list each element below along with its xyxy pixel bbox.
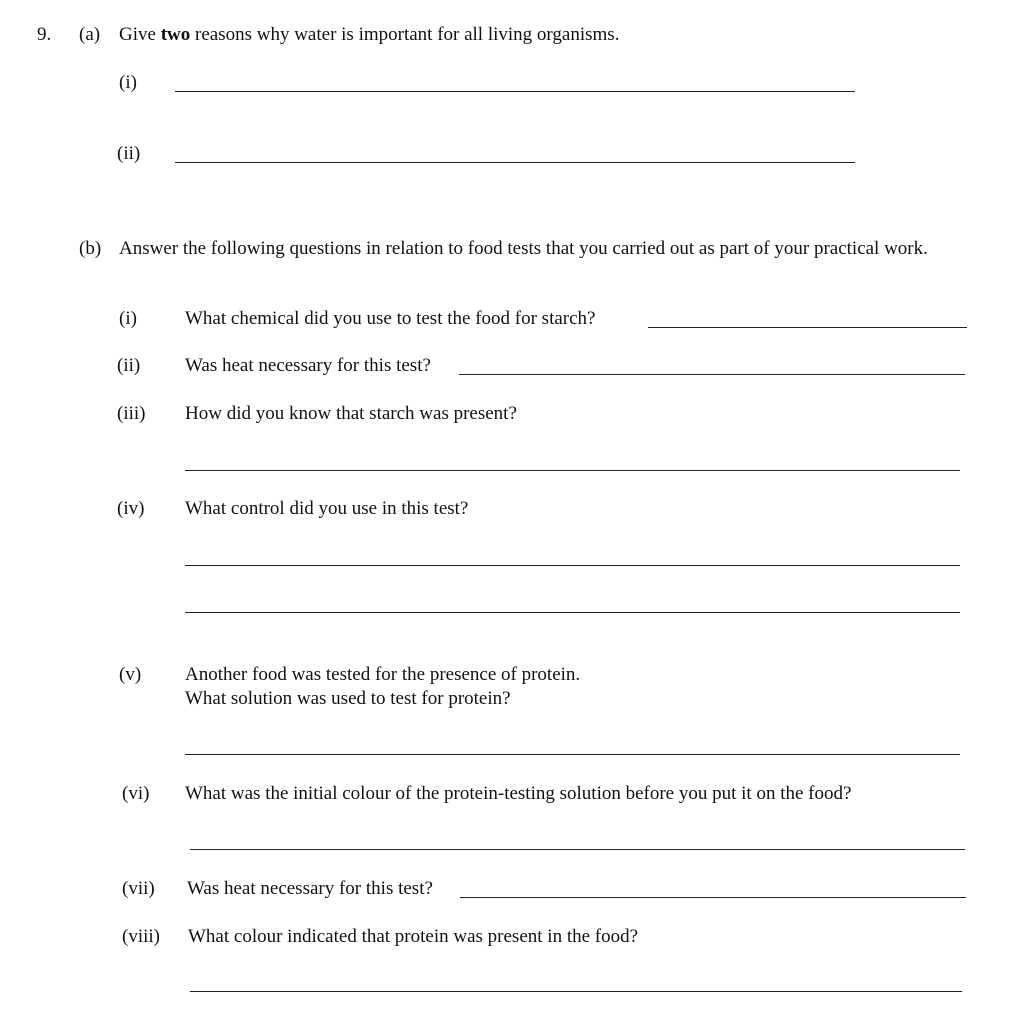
part-a-item-label: (i): [119, 72, 137, 93]
question-text: What colour indicated that protein was present in the food?: [188, 926, 639, 947]
answer-line-b-i[interactable]: [648, 327, 967, 328]
answer-line-b-v[interactable]: [185, 754, 960, 755]
part-a-label: (a): [79, 24, 101, 45]
question-text-line1: Another food was tested for the presence of protein.: [185, 664, 581, 685]
question-label: (i): [119, 308, 137, 329]
part-a-prompt-after: reasons why water is important for all living organisms.: [190, 24, 620, 45]
question-text: Was heat necessary for this test?: [185, 355, 431, 376]
question-text: How did you know that starch was present?: [185, 403, 517, 424]
question-text: What was the initial colour of the protein-testing solution before you put it on the food?: [185, 783, 852, 804]
answer-line-b-iii[interactable]: [185, 470, 960, 471]
part-a-prompt: [119, 25, 619, 44]
part-a-item-label: (ii): [117, 143, 141, 164]
question-label: (iii): [117, 403, 146, 424]
answer-line-b-ii[interactable]: [459, 374, 965, 375]
question-label: (v): [119, 664, 142, 685]
question-text: What chemical did you use to test the food for starch?: [185, 308, 596, 329]
question-label: (iv): [117, 498, 145, 519]
answer-line-b-vii[interactable]: [460, 897, 966, 898]
part-a-prompt-bold: two: [160, 24, 191, 45]
question-label: (viii): [122, 926, 160, 947]
question-label: (ii): [117, 355, 141, 376]
part-a-prompt-before: Give: [119, 24, 161, 45]
question-number: 9.: [37, 24, 52, 45]
question-text: Was heat necessary for this test?: [187, 878, 433, 899]
question-label: (vi): [122, 783, 150, 804]
part-b-label: (b): [79, 238, 102, 259]
question-text-line2: What solution was used to test for protein?: [185, 688, 511, 709]
answer-line-b-viii[interactable]: [190, 991, 962, 992]
part-b-prompt: Answer the following questions in relation to food tests that you carried out as part of your practical work.: [119, 238, 928, 259]
question-label: (vii): [122, 878, 155, 899]
answer-line-a-i[interactable]: [175, 91, 855, 92]
answer-line-a-ii[interactable]: [175, 162, 855, 163]
answer-line-b-iv-2[interactable]: [185, 612, 960, 613]
answer-line-b-iv-1[interactable]: [185, 565, 960, 566]
answer-line-b-vi[interactable]: [190, 849, 965, 850]
question-text: What control did you use in this test?: [185, 498, 469, 519]
